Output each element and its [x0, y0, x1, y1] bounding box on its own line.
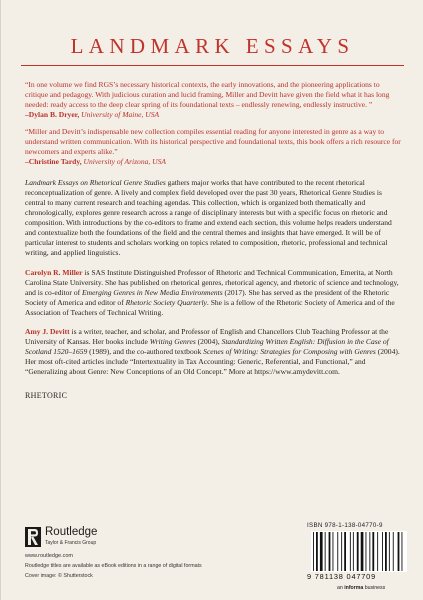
publisher-name: Routledge	[45, 526, 98, 538]
barcode-bar	[372, 532, 374, 571]
barcode-bar	[393, 532, 394, 571]
bio-text: . She is a fellow of the Rhetoric Society of America and of the Association of Teachers of Technical Writing.	[25, 297, 395, 317]
quote-author: –Christine Tardy,	[25, 157, 82, 167]
editor-name: Amy J. Devitt	[25, 326, 70, 336]
bio-text: (2004),	[195, 336, 222, 346]
barcode-bar	[357, 532, 359, 571]
informa-brand: informa	[344, 585, 364, 591]
subject-category: RHETORIC	[25, 390, 68, 400]
cover-text	[25, 80, 401, 401]
barcode-bar	[389, 532, 390, 571]
quote-text: “In one volume we find RGS’s necessary historical contexts, the early innovations, and the pioneering applications to critique and pedagogy. With judicious curation and lucid framing, Miller and Devitt have given the field what it has long needed: ready access to the deep clear spring of its foundational texts – endlessly renewing, endlessly instructive. ”	[25, 80, 390, 110]
description-body: gathers major works that have contributed to the recent rhetorical reconceptualization of genre. A lively and complex field developed over the past 30 years, Rhetorical Genre Studies is central to many current research and teaching agendas. This collection, which is organized both thematically and chronologically, explores genre research across a range of disciplinary interests but with a specific focus on rhetoric and composition. With introductions by the co-editors to frame and extend each section, this volume helps readers understand and contextualize both the foundations of the field and the central themes and insights that have emerged. It will be of particular interest to students and scholars working on topics related to composition, rhetoric, professional and technical writing, and applied linguistics.	[25, 178, 392, 258]
barcode-bar	[398, 532, 400, 571]
barcode-bar	[385, 532, 387, 571]
publisher-block	[25, 527, 265, 579]
quote-attribution	[25, 157, 401, 167]
bio-text: (1989), and the co-authored textbook	[87, 346, 204, 356]
publisher-group: Taylor & Francis Group	[45, 539, 97, 546]
barcode-bar	[382, 532, 383, 571]
cover-image-credit: Cover image: © Shutterstock	[25, 573, 93, 579]
barcode-bar	[377, 532, 378, 571]
bio-book-title: Writing Genres	[149, 336, 196, 346]
barcode-bar	[353, 532, 354, 571]
bio-text: is SAS Institute Distinguished Professor of Rhetoric and Technical Communication, Emerita, at North Carolina State University. She has published on rhetorical genres, rhetorical agency, and rhetoric of science and technology, and is co-editor of	[25, 267, 399, 297]
endorsement-quote-1	[25, 80, 401, 120]
book-description	[25, 178, 401, 258]
barcode-block	[307, 522, 407, 588]
quote-attribution	[25, 110, 401, 120]
barcode-image	[311, 531, 407, 572]
editor-name: Carolyn R. Miller	[25, 267, 83, 277]
bio-book-title: Emerging Genres in New Media Environments	[82, 287, 223, 297]
barcode-bar	[316, 532, 318, 571]
title-rule	[21, 65, 404, 66]
book-title: Landmark Essays on Rhetorical Genre Studies	[25, 178, 166, 188]
ebook-note: Routledge titles are available as eBook editions in a range of digital formats	[25, 563, 202, 569]
quote-affiliation: University of Arizona, USA	[83, 157, 166, 167]
informa-suffix: business	[363, 585, 386, 591]
informa-mark	[337, 585, 385, 591]
bio-text: (2004). Her most oft-cited articles include “Intertextuality in Tax Accounting: Generic, Referential, and Functional,” and “Generalizing about Genre: New Conceptions of an Old Concept.” More at https://www.amydevitt.com.	[25, 346, 400, 376]
barcode-bar	[329, 532, 331, 571]
endorsement-quote-2	[25, 127, 401, 167]
barcode-bar	[350, 532, 351, 571]
bio-book-title: Rhetoric Society Quarterly	[125, 297, 207, 307]
quote-affiliation: University of Maine, USA	[81, 110, 160, 120]
barcode-bar	[320, 532, 323, 571]
editor-bio-devitt	[25, 327, 401, 377]
barcode-bar	[402, 532, 403, 571]
bio-book-title: Standardizing Written English: Diffusion in the Case of Scotland 1520–1659	[25, 336, 389, 356]
series-title: LANDMARK ESSAYS	[70, 34, 355, 58]
publisher-url[interactable]: www.routledge.com	[25, 553, 73, 559]
quote-text: “Miller and Devitt’s indispensable new collection compiles essential reading for anyone interested in genre as a way to understand written communication. With its historical perspective and foundational texts, this book offers a rich resource for newcomers and experts alike.”	[25, 127, 401, 157]
barcode-bar	[337, 532, 338, 571]
barcode-bar	[333, 532, 334, 571]
barcode-bar	[313, 532, 314, 571]
barcode-digits: 9 781138 047709	[307, 572, 376, 581]
barcode-bar	[369, 532, 370, 571]
barcode-bar	[361, 532, 364, 571]
barcode-bar	[341, 532, 342, 571]
informa-prefix: an	[337, 585, 345, 591]
publisher-logo	[25, 527, 265, 547]
bio-book-title: Scenes of Writing: Strategies for Composing with Genres	[203, 346, 376, 356]
bio-text: is a writer, teacher, and scholar, and Professor of English and Chancellors Club Teaching Professor at the University of Kansas. Her books include	[25, 326, 389, 346]
barcode-bar	[325, 532, 326, 571]
barcode-bar	[344, 532, 346, 571]
isbn-label: ISBN 978-1-138-04770-9	[307, 522, 383, 529]
barcode-bar	[366, 532, 367, 571]
quote-author: –Dylan B. Dryer,	[25, 110, 80, 120]
bio-text: (2017). She has served as the president of the Rhetoric Society of America and editor of	[25, 287, 390, 307]
routledge-logo-icon	[25, 527, 41, 547]
editor-bio-miller	[25, 268, 401, 318]
